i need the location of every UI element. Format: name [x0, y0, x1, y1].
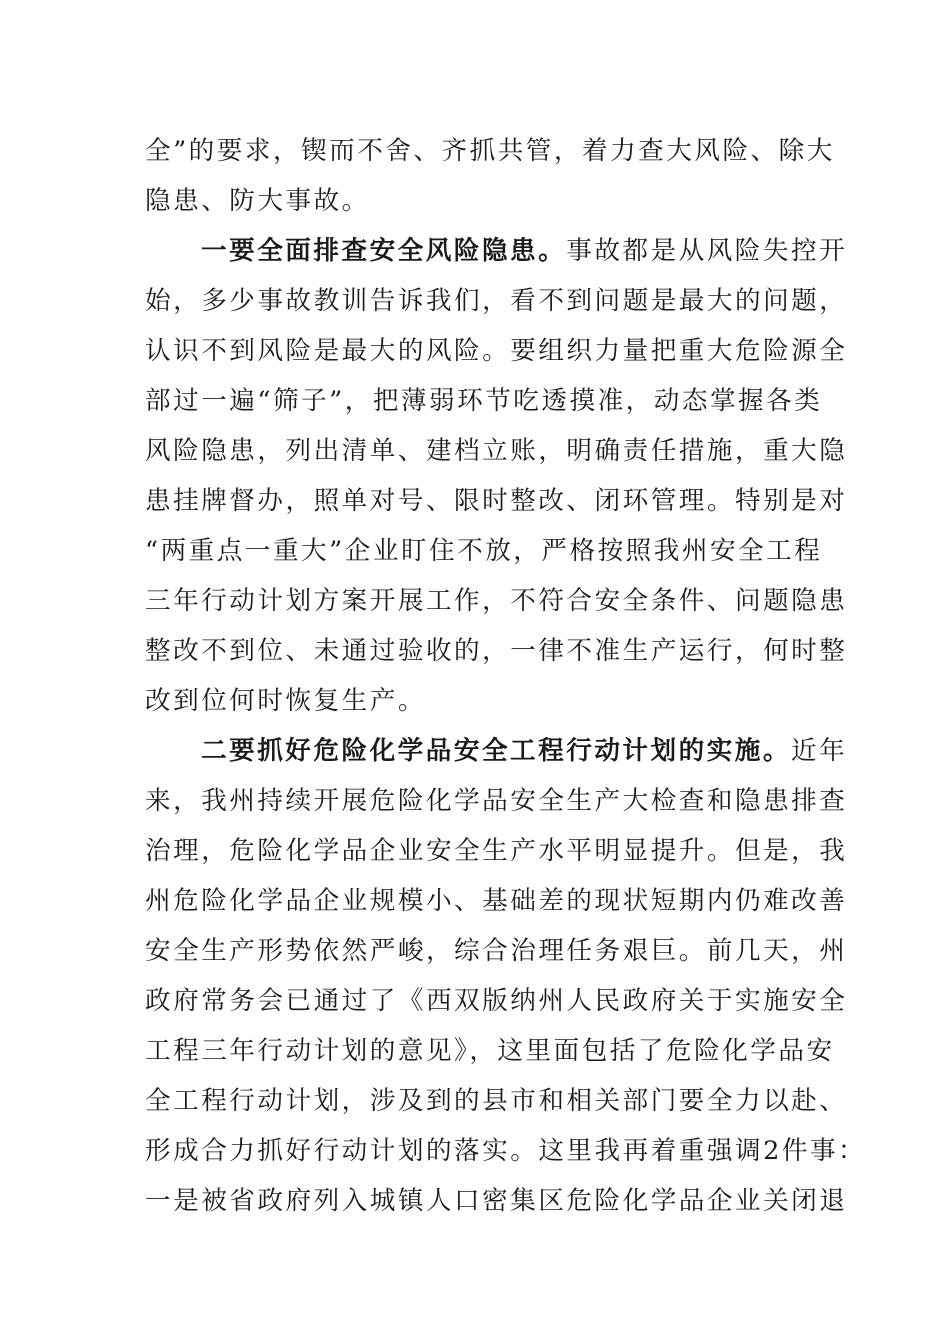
text-line: “两重点一重大”企业盯住不放，严格按照我州安全工程 — [145, 536, 823, 566]
text-line: 治理，危险化学品企业安全生产水平明显提升。但是，我 — [145, 836, 848, 866]
text-line: 政府常务会已通过了《西双版纳州人民政府关于实施安全 — [145, 986, 848, 1016]
text-run: 近年 — [790, 736, 848, 766]
text-line: 始，多少事故教训告诉我们，看不到问题是最大的问题， — [145, 286, 848, 316]
text-line: 来，我州持续开展危险化学品安全生产大检查和隐患排查 — [145, 786, 848, 816]
paragraph-first-line — [145, 226, 848, 276]
text-run: 事故都是从风险失控开 — [566, 236, 848, 266]
text-line: 州危险化学品企业规模小、基础差的现状短期内仍难改善 — [145, 886, 848, 916]
text-line: 认识不到风险是最大的风险。要组织力量把重大危险源全 — [145, 336, 848, 366]
text-line: 全工程行动计划，涉及到的县市和相关部门要全力以赴、 — [145, 1086, 848, 1116]
text-line: 三年行动计划方案开展工作，不符合安全条件、问题隐患 — [145, 586, 848, 616]
text-line: 工程三年行动计划的意见》，这里面包括了危险化学品安 — [145, 1036, 835, 1066]
text-line: 改到位何时恢复生产。 — [145, 686, 426, 716]
text-line: 患挂牌督办，照单对号、限时整改、闭环管理。特别是对 — [145, 486, 848, 516]
text-line: 安全生产形势依然严峻，综合治理任务艰巨。前几天，州 — [145, 936, 848, 966]
document-body — [145, 126, 867, 1226]
paragraph-heading: 二要抓好危险化学品安全工程行动计划的实施。 — [201, 736, 791, 766]
text-line: 形成合力抓好行动计划的落实。这里我再着重强调2件事： — [145, 1136, 867, 1166]
text-line: 全”的要求，锲而不舍、齐抓共管，着力查大风险、除大 — [145, 136, 835, 166]
text-line: 一是被省政府列入城镇人口密集区危险化学品企业关闭退 — [145, 1186, 848, 1216]
paragraph-heading: 一要全面排查安全风险隐患。 — [201, 236, 567, 266]
text-line: 隐患、防大事故。 — [145, 186, 370, 216]
text-line: 整改不到位、未通过验收的，一律不准生产运行，何时整 — [145, 636, 848, 666]
paragraph-first-line — [145, 726, 848, 776]
text-line: 风险隐患，列出清单、建档立账，明确责任措施，重大隐 — [145, 436, 848, 466]
text-line: 部过一遍“筛子”，把薄弱环节吃透摸准，动态掌握各类 — [145, 386, 823, 416]
